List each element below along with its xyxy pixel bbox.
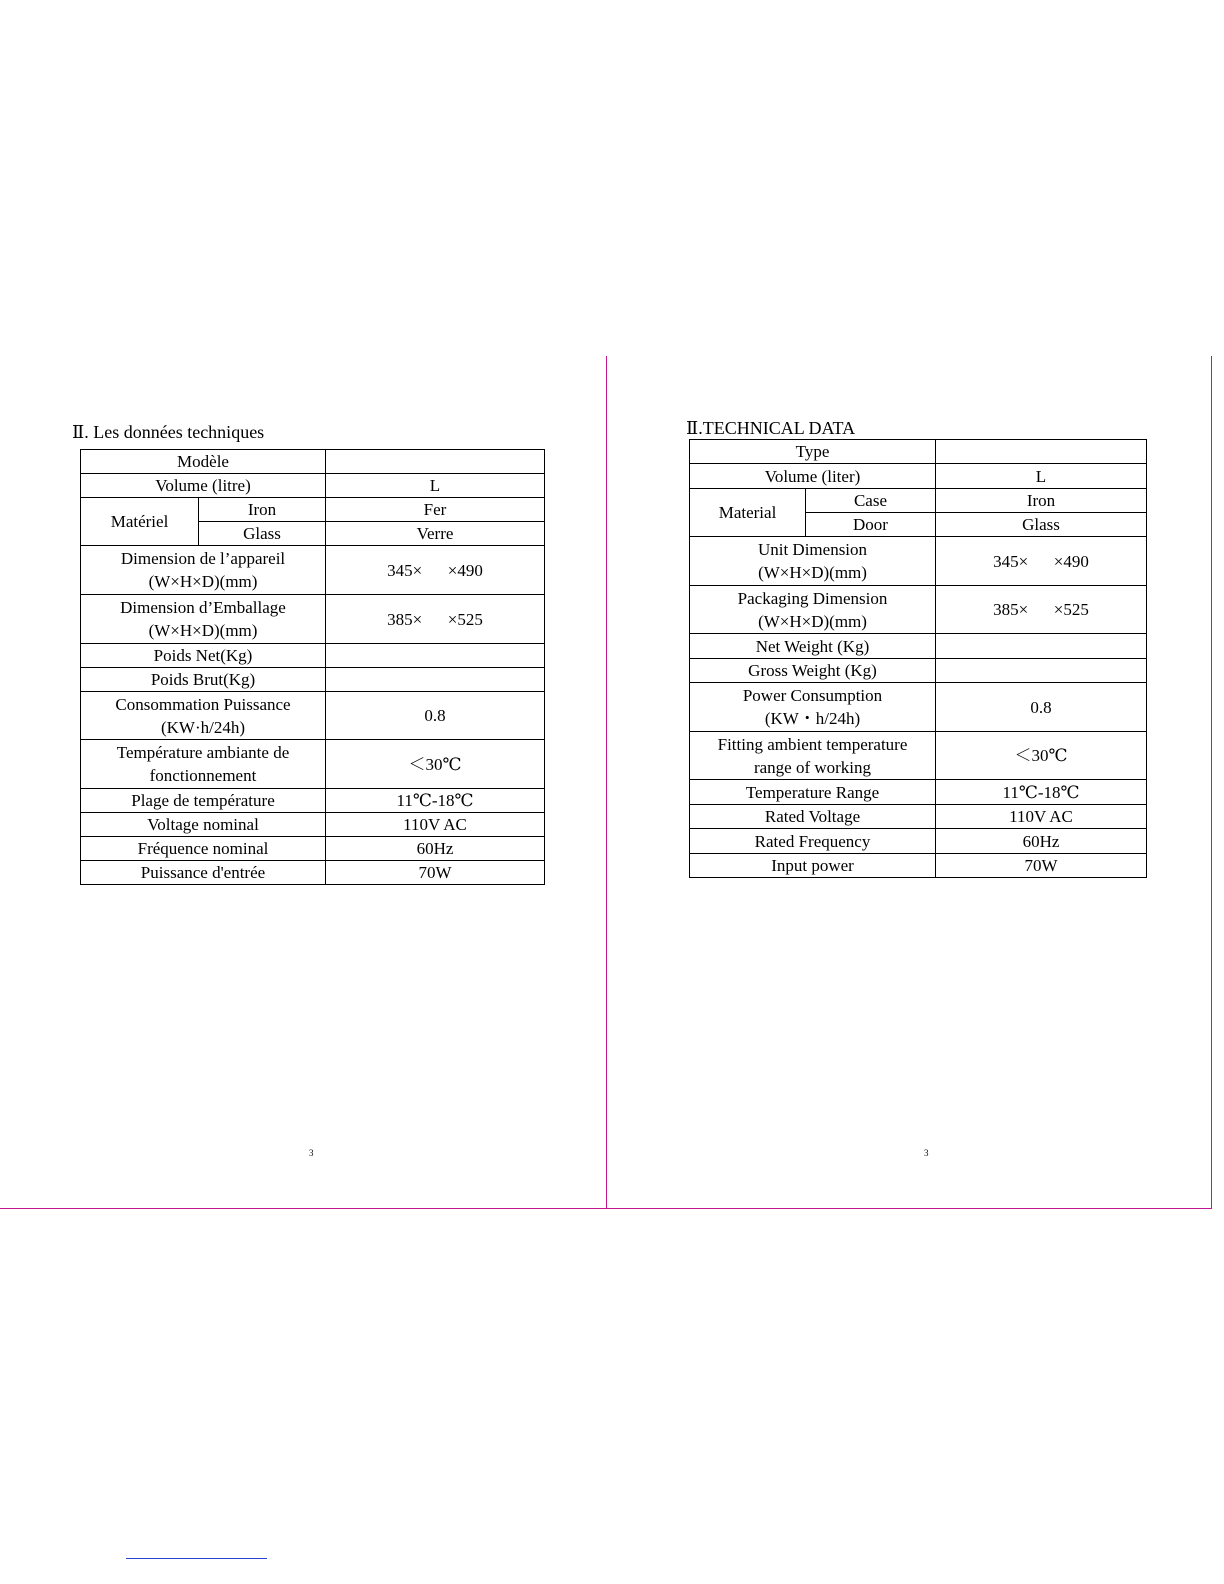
table-row bbox=[81, 546, 545, 595]
power-consumption-value: 0.8 bbox=[936, 683, 1147, 732]
unit-dimension-value: 345× ×490 bbox=[326, 546, 545, 595]
material-sub-1: Case bbox=[806, 489, 936, 513]
table-row bbox=[690, 854, 1147, 878]
material-value-2: Verre bbox=[326, 522, 545, 546]
input-power-label: Input power bbox=[690, 854, 936, 878]
table-row bbox=[690, 440, 1147, 464]
material-sub-1: Iron bbox=[199, 498, 326, 522]
table-row bbox=[81, 813, 545, 837]
right-spec-table bbox=[689, 439, 1147, 878]
left-spec-table bbox=[80, 449, 545, 885]
table-row bbox=[81, 595, 545, 644]
left-page-number: 3 bbox=[309, 1148, 314, 1158]
temperature-range-label: Temperature Range bbox=[690, 780, 936, 805]
power-consumption-label-line-1: Power Consumption bbox=[742, 686, 883, 705]
packaging-dimension-label-line-2: (W×H×D)(mm) bbox=[758, 611, 867, 631]
volume-value: L bbox=[936, 464, 1147, 489]
table-row bbox=[690, 659, 1147, 683]
power-consumption-label-line-1: Consommation Puissance bbox=[115, 694, 291, 714]
table-row bbox=[81, 644, 545, 668]
rated-voltage-value: 110V AC bbox=[936, 805, 1147, 829]
packaging-dimension-label-line-1: Packaging Dimension bbox=[737, 588, 888, 608]
unit-dimension-label-line-2: (W×H×D)(mm) bbox=[148, 572, 258, 591]
table-row bbox=[690, 805, 1147, 829]
temperature-range-value: 11℃-18℃ bbox=[936, 780, 1147, 805]
rated-frequency-value: 60Hz bbox=[326, 837, 545, 861]
table-row bbox=[690, 634, 1147, 659]
power-consumption-label-line-2: (KW·h/24h) bbox=[160, 717, 246, 737]
model-label: Modèle bbox=[81, 450, 326, 474]
volume-label: Volume (litre) bbox=[81, 474, 326, 498]
table-row bbox=[690, 489, 1147, 513]
table-row bbox=[81, 450, 545, 474]
unit-dimension-label-line-1: Dimension de l’appareil bbox=[120, 549, 286, 568]
net-weight-label: Poids Net(Kg) bbox=[81, 644, 326, 668]
unit-dimension-label-line-2: (W×H×D)(mm) bbox=[758, 563, 867, 582]
unit-dimension-label-line-1: Unit Dimension bbox=[757, 540, 868, 559]
material-value-2: Glass bbox=[936, 513, 1147, 537]
table-row bbox=[81, 789, 545, 813]
right-page-title: Ⅱ.TECHNICAL DATA bbox=[686, 418, 856, 438]
input-power-value: 70W bbox=[326, 861, 545, 885]
table-row bbox=[690, 537, 1147, 586]
unit-dimension-label bbox=[81, 546, 326, 595]
power-consumption-value: 0.8 bbox=[326, 692, 545, 740]
table-row bbox=[690, 732, 1147, 780]
input-power-label: Puissance d'entrée bbox=[81, 861, 326, 885]
table-row bbox=[81, 861, 545, 885]
model-label: Type bbox=[690, 440, 936, 464]
input-power-value: 70W bbox=[936, 854, 1147, 878]
net-weight-value bbox=[936, 634, 1147, 659]
left-page-title: Ⅱ. Les données techniques bbox=[72, 422, 265, 442]
temperature-range-label: Plage de température bbox=[81, 789, 326, 813]
material-sub-2: Glass bbox=[199, 522, 326, 546]
packaging-dimension-label bbox=[81, 595, 326, 644]
ambient-temperature-label bbox=[690, 732, 936, 780]
gross-weight-label: Poids Brut(Kg) bbox=[81, 668, 326, 692]
ambient-temperature-label-line-2: range of working bbox=[753, 757, 872, 777]
packaging-dimension-label-line-1: Dimension d’Emballage bbox=[120, 598, 286, 617]
volume-label: Volume (liter) bbox=[690, 464, 936, 489]
rated-frequency-label: Fréquence nominal bbox=[81, 837, 326, 861]
net-weight-label: Net Weight (Kg) bbox=[690, 634, 936, 659]
packaging-dimension-label-line-2: (W×H×D)(mm) bbox=[148, 621, 258, 640]
gross-weight-value bbox=[936, 659, 1147, 683]
unit-dimension-value: 345× ×490 bbox=[936, 537, 1147, 586]
table-row bbox=[81, 474, 545, 498]
material-value-1: Iron bbox=[936, 489, 1147, 513]
bottom-link-underline bbox=[126, 1558, 267, 1559]
table-row bbox=[81, 740, 545, 789]
right-page-edge-line bbox=[1211, 356, 1212, 1208]
ambient-temperature-label-line-1: Fitting ambient temperature bbox=[717, 734, 908, 754]
table-row bbox=[690, 780, 1147, 805]
table-row bbox=[81, 837, 545, 861]
rated-voltage-value: 110V AC bbox=[326, 813, 545, 837]
rated-frequency-value: 60Hz bbox=[936, 829, 1147, 854]
material-sub-2: Door bbox=[806, 513, 936, 537]
right-page-number: 3 bbox=[924, 1148, 929, 1158]
volume-value: L bbox=[326, 474, 545, 498]
model-value bbox=[326, 450, 545, 474]
model-value bbox=[936, 440, 1147, 464]
ambient-temperature-value: ＜30℃ bbox=[326, 740, 545, 789]
temperature-range-value: 11℃-18℃ bbox=[326, 789, 545, 813]
rated-frequency-label: Rated Frequency bbox=[690, 829, 936, 854]
material-value-1: Fer bbox=[326, 498, 545, 522]
power-consumption-label-line-2: (KW・h/24h) bbox=[764, 709, 861, 728]
power-consumption-label bbox=[690, 683, 936, 732]
material-label: Material bbox=[690, 489, 806, 537]
table-row bbox=[690, 829, 1147, 854]
rated-voltage-label: Rated Voltage bbox=[690, 805, 936, 829]
rated-voltage-label: Voltage nominal bbox=[81, 813, 326, 837]
table-row bbox=[690, 683, 1147, 732]
ambient-temperature-label-line-1: Température ambiante de bbox=[116, 743, 290, 762]
packaging-dimension-label bbox=[690, 586, 936, 634]
table-row bbox=[690, 464, 1147, 489]
ambient-temperature-label bbox=[81, 740, 326, 789]
packaging-dimension-value: 385× ×525 bbox=[326, 595, 545, 644]
packaging-dimension-value: 385× ×525 bbox=[936, 586, 1147, 634]
ambient-temperature-label-line-2: fonctionnement bbox=[149, 766, 257, 785]
net-weight-value bbox=[326, 644, 545, 668]
power-consumption-label bbox=[81, 692, 326, 740]
gross-weight-label: Gross Weight (Kg) bbox=[690, 659, 936, 683]
table-row bbox=[81, 668, 545, 692]
table-row bbox=[690, 586, 1147, 634]
table-row bbox=[81, 498, 545, 522]
ambient-temperature-value: ＜30℃ bbox=[936, 732, 1147, 780]
material-label: Matériel bbox=[81, 498, 199, 546]
gross-weight-value bbox=[326, 668, 545, 692]
unit-dimension-label bbox=[690, 537, 936, 586]
left-page-edge-line bbox=[606, 356, 607, 1208]
table-row bbox=[81, 692, 545, 740]
page-bottom-edge-line bbox=[0, 1208, 1212, 1209]
